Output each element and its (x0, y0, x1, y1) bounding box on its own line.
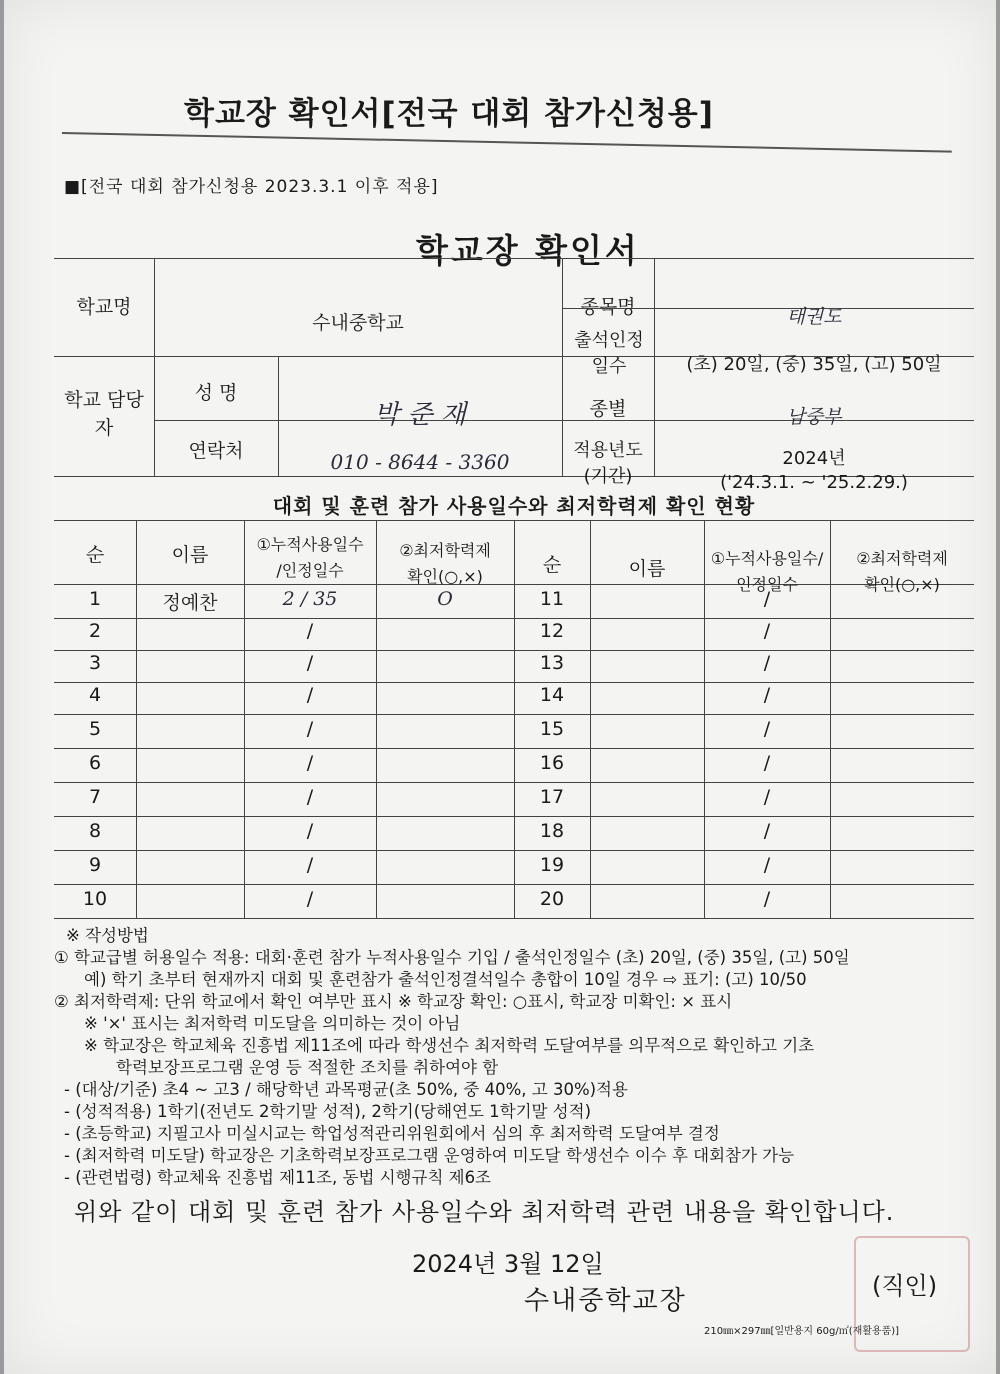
col-days-left-2: /인정일수 (276, 561, 344, 580)
contact-label: 연락처 (188, 440, 244, 462)
row-number: 14 (539, 684, 565, 706)
row-number: 19 (539, 854, 565, 876)
school-label: 학교명 (76, 296, 132, 318)
col-days-right-2: 인정일수 (736, 575, 798, 594)
attend-label: 출석인정 일수 (574, 330, 644, 377)
row-number: 5 (88, 718, 102, 740)
row-number: 8 (88, 820, 102, 842)
document-page (4, 0, 996, 1374)
note-line: - (대상/기준) 초4 ~ 고3 / 해당학년 과목평균(초 50%, 중 40%, 고 30%)적용 (64, 1080, 628, 1099)
form-code: ■[전국 대회 참가신청용 2023.3.1 이후 적용] (64, 177, 439, 197)
note-line: 예) 학기 초부터 현재까지 대회 및 훈련참가 출석인정결석일수 총합이 10일 경우 ⇨ 표기: (고) 10/50 (84, 970, 807, 989)
paper-info: 210㎜×297㎜[일반용지 60g/㎡(재활용품)] (704, 1326, 900, 1337)
col-min-left-2: 확인(○,×) (407, 567, 483, 586)
row-days: / (306, 652, 314, 674)
row-days: / (763, 820, 771, 842)
row-number: 2 (88, 620, 102, 642)
row-number: 20 (539, 888, 565, 910)
row-number: 16 (539, 752, 565, 774)
row-days: / (306, 718, 314, 740)
row-days: / (763, 786, 771, 808)
row-number: 17 (539, 786, 565, 808)
note-line: ② 최저학력제: 단위 학교에서 확인 여부만 표시 ※ 학교장 확인: ○표시, 학교장 미확인: × 표시 (54, 992, 733, 1011)
row-days: / (763, 888, 771, 910)
row-days: / (763, 620, 771, 642)
row-number: 11 (539, 588, 565, 610)
row-number: 13 (539, 652, 565, 674)
col-min-left-1: ②최저학력제 (399, 541, 491, 560)
row-number: 9 (88, 854, 102, 876)
col-name-left: 이름 (171, 544, 209, 566)
note-line: ※ '×' 표시는 최저학력 미도달을 의미하는 것이 아님 (84, 1014, 461, 1033)
row-days: / (306, 854, 314, 876)
row-days: / (763, 588, 771, 610)
note-line: ※ 학교장은 학교체육 진흥법 제11조에 따라 학생선수 최저학력 도달여부를 의무적으로 확인하고 기초 (84, 1036, 815, 1055)
name-value: 박 준 재 (374, 400, 466, 430)
status-title: 대회 및 훈련 참가 사용일수와 최저학력제 확인 현황 (272, 494, 756, 518)
confirm-statement: 위와 같이 대회 및 훈련 참가 사용일수와 최저학력 관련 내용을 확인합니다. (74, 1198, 895, 1226)
col-days-left-1: ①누적사용일수 (256, 535, 364, 554)
header-rule (62, 132, 952, 153)
note-line: ① 학교급별 허용일수 적용: 대회·훈련 참가 누적사용일수 기입 / 출석인정일수 (초) 20일, (중) 35일, (고) 50일 (54, 948, 850, 967)
note-line: - (최저학력 미도달) 학교장은 기초학력보장프로그램 운영하여 미도달 학생선수 이수 후 대회참가 가능 (64, 1146, 795, 1165)
note-line: - (초등학교) 지필고사 미실시교는 학업성적관리위원회에서 심의 후 최저학력 도달여부 결정 (64, 1124, 720, 1143)
principal-name: 수내중학교장 (524, 1286, 687, 1316)
form-table (54, 258, 974, 918)
seal-label: (직인) (872, 1272, 938, 1300)
row-number: 3 (88, 652, 102, 674)
row-number: 18 (539, 820, 565, 842)
row-days: / (763, 718, 771, 740)
row-days: / (763, 652, 771, 674)
doc-title: 학교장 확인서 (416, 231, 640, 270)
row-days: / (306, 888, 314, 910)
sport-value: 태권도 (786, 306, 842, 328)
year-label: 적용년도 (기간) (573, 440, 643, 487)
col-name-right: 이름 (628, 558, 666, 580)
row-number: 4 (88, 684, 102, 706)
row-days: / (306, 752, 314, 774)
period-value: ('24.3.1. ~ '25.2.29.) (720, 472, 908, 493)
col-days-right-1: ①누적사용일수/ (710, 549, 824, 568)
row-number: 15 (539, 718, 565, 740)
date-line: 2024년 3월 12일 (412, 1250, 604, 1278)
year-value: 2024년 (782, 448, 846, 469)
gender-value: 남중부 (786, 406, 842, 428)
row-check: O (437, 588, 453, 610)
row-days: / (763, 854, 771, 876)
gender-label: 종별 (589, 398, 627, 420)
row-days: / (306, 620, 314, 642)
row-number: 12 (539, 620, 565, 642)
note-line: - (성적적용) 1학기(전년도 2학기말 성적), 2학기(당해연도 1학기말 성적) (64, 1102, 592, 1121)
name-label: 성 명 (194, 382, 238, 404)
school-value: 수내중학교 (312, 312, 404, 334)
col-num-right: 순 (542, 554, 562, 576)
note-line: ※ 작성방법 (66, 926, 149, 945)
contact-value: 010 - 8644 - 3360 (330, 450, 510, 474)
row-number: 6 (88, 752, 102, 774)
note-line: 학력보장프로그램 운영 등 적절한 조치를 취하여야 함 (116, 1058, 499, 1077)
header-title: 학교장 확인서[전국 대회 참가신청용] (184, 96, 714, 132)
row-number: 7 (88, 786, 102, 808)
attend-value: (초) 20일, (중) 35일, (고) 50일 (686, 354, 942, 375)
col-min-right-2: 확인(○,×) (864, 575, 940, 594)
row-days: / (306, 786, 314, 808)
sport-label: 종목명 (580, 296, 636, 318)
row-days: / (763, 752, 771, 774)
instructions (54, 925, 964, 1189)
row-days: / (306, 684, 314, 706)
row-days: / (306, 820, 314, 842)
row-days: / (763, 684, 771, 706)
row-number: 10 (82, 888, 108, 910)
col-num-left: 순 (85, 544, 105, 566)
note-line: - (관련법령) 학교체육 진흥법 제11조, 동법 시행규칙 제6조 (64, 1168, 491, 1187)
row-days: 2 / 35 (282, 588, 338, 610)
row-number: 1 (88, 588, 102, 610)
manager-label: 학교 담당자 (64, 389, 144, 439)
col-min-right-1: ②최저학력제 (856, 549, 948, 568)
row-name: 정예찬 (162, 592, 218, 614)
